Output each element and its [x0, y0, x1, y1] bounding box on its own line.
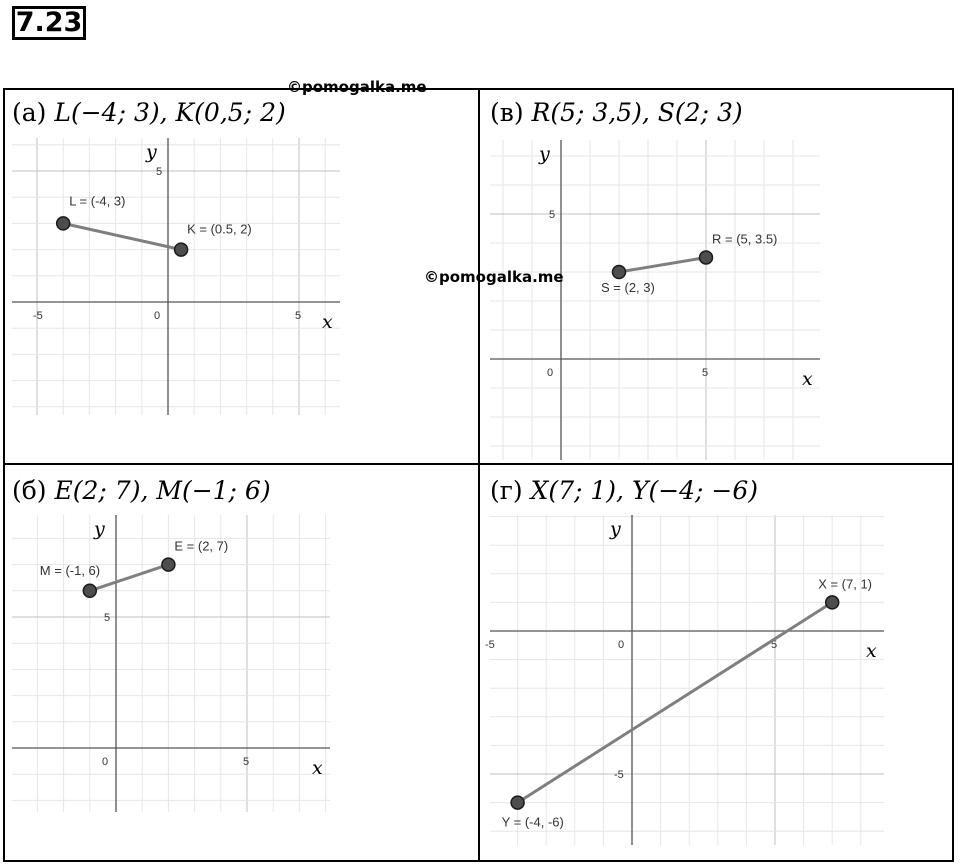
point-label: S = (2, 3) [601, 280, 655, 295]
y-axis-label: y [610, 518, 621, 540]
data-point [511, 796, 524, 809]
x-tick-label: 0 [154, 310, 161, 322]
task-number: 7.23 [12, 6, 86, 40]
data-point [162, 558, 175, 571]
data-point [83, 584, 96, 597]
x-tick-label: 0 [547, 367, 554, 379]
data-point [57, 217, 70, 230]
y-tick-label: -5 [614, 769, 624, 781]
panel-g-points: X(7; 1), Y(−4; −6) [530, 476, 759, 505]
point-label: R = (5, 3.5) [712, 231, 778, 247]
y-axis-label: y [146, 141, 157, 163]
point-label: K = (0.5, 2) [187, 221, 252, 237]
panel-a-points: L(−4; 3), K(0,5; 2) [54, 98, 286, 127]
y-tick-label: 5 [156, 166, 163, 178]
x-axis-label: x [322, 311, 333, 333]
panel-g-letter: (г) [490, 476, 523, 505]
y-tick-label: 5 [104, 612, 111, 624]
data-point [613, 266, 626, 279]
panel-b-letter: (б) [12, 476, 47, 505]
y-axis-label: y [94, 518, 105, 540]
x-axis-label: x [802, 368, 813, 390]
x-tick-label: 0 [102, 756, 109, 768]
segment-line [619, 258, 706, 273]
segment-line [63, 223, 181, 249]
x-tick-label: 5 [771, 639, 778, 651]
data-point [175, 243, 188, 256]
point-label: L = (-4, 3) [69, 193, 126, 209]
segment-line [518, 602, 833, 802]
point-label: M = (-1, 6) [39, 562, 101, 578]
y-axis-label: y [539, 143, 550, 165]
x-tick-label: 5 [295, 310, 302, 322]
point-label: E = (2, 7) [174, 538, 229, 554]
watermark: ©pomogalka.me [287, 78, 427, 96]
x-tick-label: -5 [33, 310, 43, 322]
point-label: X = (7, 1) [818, 576, 873, 592]
point-label: Y = (-4, -6) [501, 814, 564, 830]
watermark-center: ©pomogalka.me [424, 268, 564, 286]
panel-v-letter: (в) [490, 98, 524, 127]
x-axis-label: x [312, 757, 323, 779]
x-axis-label: x [866, 640, 877, 662]
x-tick-label: 0 [618, 639, 625, 651]
x-tick-label: -5 [485, 639, 495, 651]
data-point [826, 596, 839, 609]
y-tick-label: 5 [549, 209, 556, 221]
panel-v-points: R(5; 3,5), S(2; 3) [531, 98, 743, 127]
segment-line [90, 565, 169, 591]
x-tick-label: 5 [243, 756, 250, 768]
panel-a-letter: (а) [12, 98, 47, 127]
x-tick-label: 5 [702, 367, 709, 379]
data-point [700, 251, 713, 264]
panel-b-points: E(2; 7), M(−1; 6) [54, 476, 271, 505]
